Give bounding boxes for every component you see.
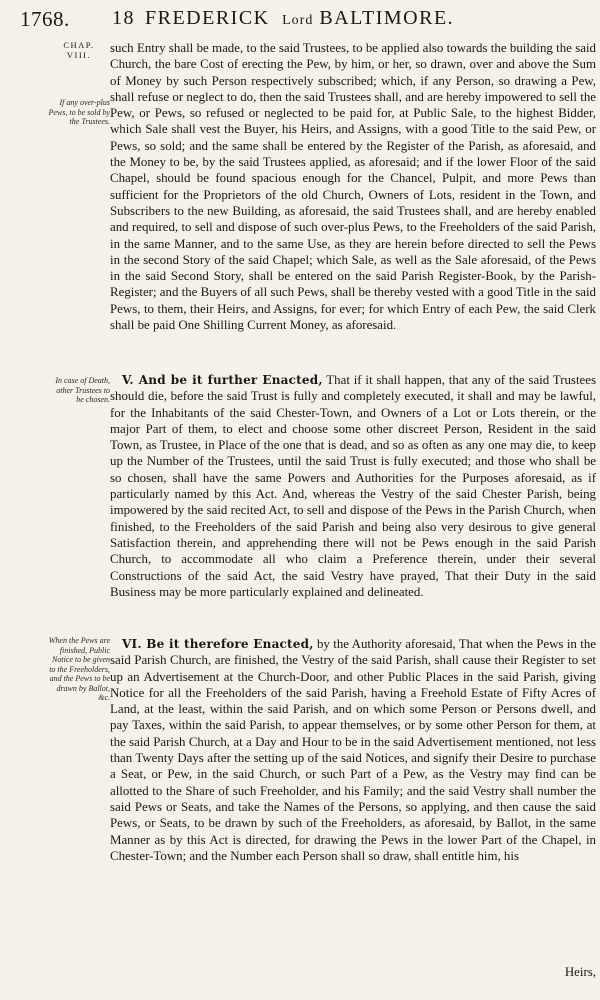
title-part3: BALTIMORE.: [319, 7, 455, 29]
chapter-marker: CHAP. VIII.: [63, 40, 95, 60]
margin-note-trustee-death: In case of Death, other Trustees to be chosen.: [55, 376, 110, 404]
paragraph-section-vi: [110, 636, 596, 864]
running-head: [0, 5, 600, 33]
title-part1: FREDERICK: [145, 7, 270, 29]
section-v-heading: V. And be it further Enacted,: [122, 373, 323, 387]
body-text: [110, 40, 596, 863]
margin-note-public-notice: When the Pews are finished, Public Notice to be given to the Freeholders, and the Pews to be drawn by Ballot, &c.: [48, 636, 110, 702]
page-number: 18: [112, 7, 135, 29]
section-vi-heading: VI. Be it therefore Enacted,: [122, 637, 314, 651]
paragraph-continuation: such Entry shall be made, to the said Trustees, to be applied also towards the building the said Church, the bare Cost of erecting the Pew, by him, or her, so drawn, over and above the Sum of Money by such Person respectively subscribed; which, if any Person, so drawing a Pew, shall refuse or neglect to do, then the said Trustees shall, and are hereby impowered to sell the Pew, or Pews, so refused or neglected to be paid for, at Public Sale, to the highest Bidder, which Sale shall vest the Buyer, his Heirs, and Assigns, with a good Title to the said Pew, or Pews, so sold; and the same shall be entered by the Register of the Parish, as aforesaid, and the Money to be, by the said Trustees applied, as aforesaid; and if the lower Floor of the said Chapel, should be found spacious enough for the Chancel, Pulpit, and more Pews than sufficient for the Proprietors of the old Church, Owners of Lots, resident in the Town, and Subscribers to the new Building, as aforesaid, the said Trustees shall, and are hereby enabled and required, to sell and dispose of such over-plus Pews, to the Freeholders of the said Parish, in the same Manner, and to the same Use, as they are herein before directed to sell the Pews in the second Story of the said Chapel; which Sale, as well as the Sale aforesaid, of the Pews in the said Second Story, shall be entered on the said Parish Register-Book, by the Parish-Register; and the Buyers of all such Pews, shall be thereby vested with a good Title in the said Pews, to them, their Heirs, and Assigns, for ever; for which Entry of each Pew, the said Clerk shall be paid One Shilling Current Money, as aforesaid.: [110, 41, 596, 333]
catchword: Heirs,: [564, 965, 596, 979]
section-vi-text: by the Authority aforesaid, That when the Pews in the said Parish Church, are finished, the Vestry of the said Parish, shall cause their Register to set up an Advertisement at the Church-Door, and other Public Places in the said Parish, giving Notice for all the Freeholders of the said Parish, having a Freehold Estate of Fifty Acres of Land, at the least, within the said Parish, and on which some Person or Persons dwell, and pay Taxes, within the said Parish, to appear themselves, or by some other Person for them, at the said Parish Church, at a Day and Hour to be in the said Advertisement mentioned, not less than Twenty Days after the setting up of the said Notices, and signify their Desire to purchase a Seat, or Pew, in the said Church, or such Part of a Pew, as the Vestry may find can be allotted to the Share of such Freeholder, and his Family; and the said Vestry shall number the said Pews or Seats, and take the Names of the Persons, so applying, and then cause the said Pews, or Seats, to be drawn by such of the Freeholders, as aforesaid, by Ballot, in the same Manner as by this Act is directed, for drawing the Pews in the lower Part of the Chapel, in Chester-Town; and the Number each Person shall so draw, shall entitle him, his: [110, 637, 596, 863]
title-part2: Lord: [282, 13, 314, 28]
page-year: 1768.: [20, 7, 70, 31]
page-title: [112, 7, 454, 30]
section-v-text: That if it shall happen, that any of the said Trustees should die, before the said Trust is fully and completely executed, it shall and may be lawful, for the Inhabitants of the said Chester-Town, and Owners of a Lot or Lots therein, or the major Part of them, to elect and choose some other discreet Person, Resident in the said Town, as Trustee, in Place of the one that is dead, and so as often as any one may die, to keep up the Number of the Trustees, until the said Trust is fully executed; and those who shall be so chosen, shall have the same Powers and Authorities for the Purposes aforesaid, as if particularly named by this Act. And, whereas the Vestry of the said Chester Parish, being impowered by the said recited Act, to sell and dispose of the Pews in the Parish Church, when finished, to the Freeholders of the said Parish and being also very desirous to give general Satisfaction therein, and apprehending there will not be Pews enough in the said Parish Church, to accommodate all who claim a Preference therein, under their several Constructions of the said Act, the said Vestry have prayed, That their Duty in the said Business may be more particularly explained and delineated.: [110, 373, 596, 599]
paragraph-section-v: [110, 372, 596, 600]
margin-note-overplus-pews: If any over-plus Pews, to be sold by the Trustees.: [48, 98, 110, 126]
